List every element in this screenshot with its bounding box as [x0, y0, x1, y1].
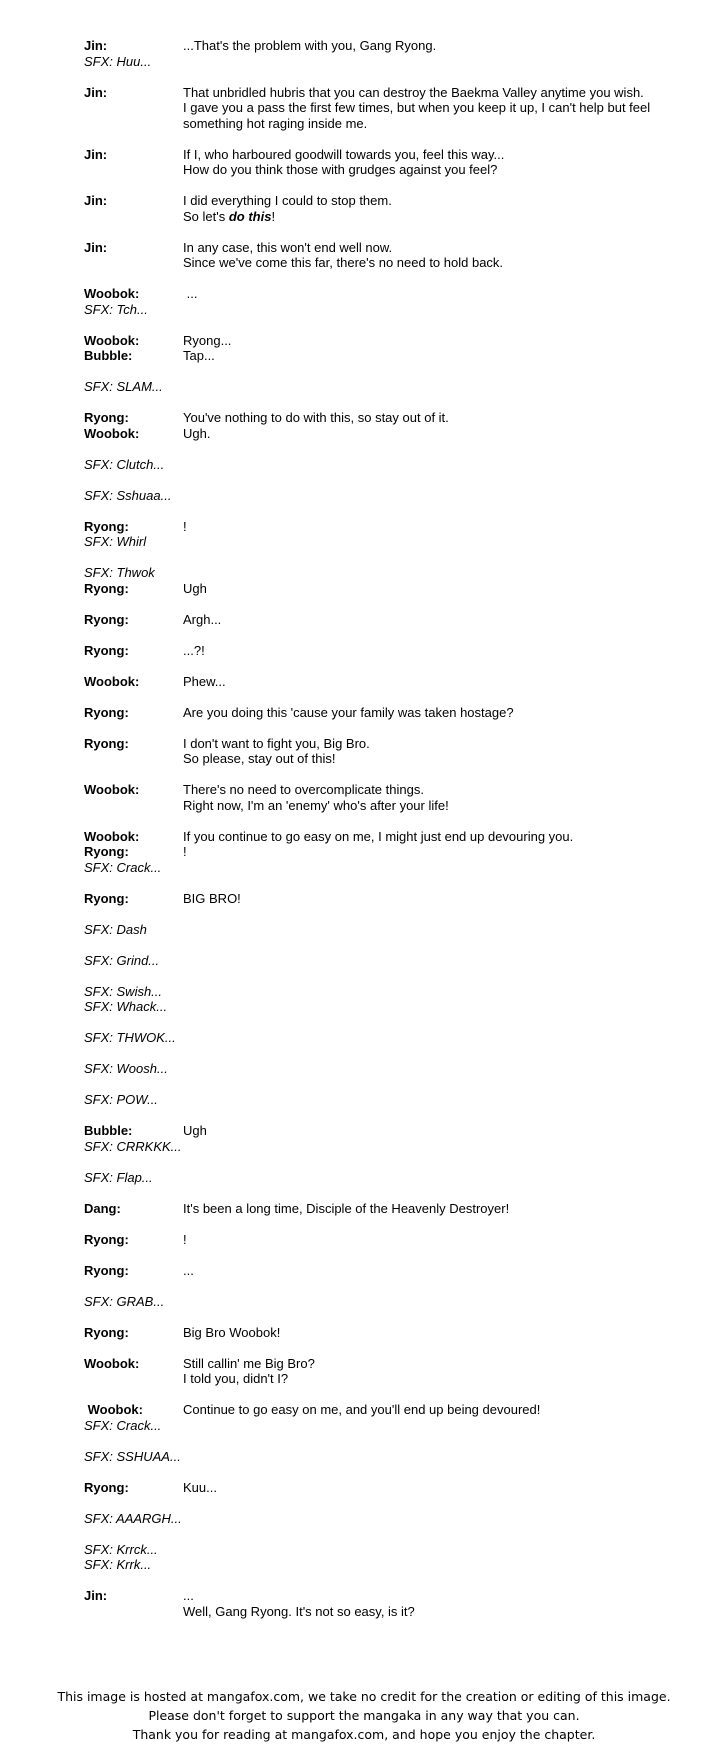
speaker-label — [84, 1604, 183, 1620]
speaker-label: Jin: — [84, 84, 108, 100]
script-block — [84, 519, 674, 550]
speaker-label: Woobok: — [84, 828, 140, 844]
dialogue-text — [183, 286, 674, 302]
block-gap — [84, 1495, 674, 1511]
dialogue-text-main: Ugh. — [183, 425, 211, 441]
block-gap — [84, 627, 674, 643]
dialogue-text-main: So let's — [183, 208, 229, 224]
dialogue-text-main: Continue to go easy on me, and you'll end up being devoured! — [183, 1402, 541, 1417]
script-block — [84, 193, 674, 224]
sfx-line: SFX: AAARGH... — [84, 1510, 182, 1526]
speaker-label: Ryong: — [84, 642, 129, 658]
dialogue-text-main: ... — [183, 1588, 194, 1603]
speaker-label: Ryong: — [84, 890, 129, 906]
sfx-line: SFX: Crack... — [84, 859, 162, 875]
dialogue-line — [84, 100, 674, 131]
dialogue-line — [84, 519, 674, 535]
dialogue-text-main: Argh... — [183, 611, 222, 627]
block-gap — [84, 178, 674, 194]
block-gap — [84, 767, 674, 783]
dialogue-text-main: ! — [183, 518, 187, 534]
speaker-label: Woobok: — [84, 425, 140, 441]
dialogue-line — [84, 1604, 674, 1620]
speaker-label: Woobok: — [84, 782, 140, 797]
block-gap — [84, 1309, 674, 1325]
dialogue-text — [183, 1371, 674, 1387]
speaker-label: Jin: — [84, 193, 108, 208]
sfx-line: SFX: POW... — [84, 1092, 158, 1107]
sfx-line: SFX: Huu... — [84, 53, 152, 69]
dialogue-text-main: Ryong... — [183, 332, 232, 348]
dialogue-line — [84, 255, 674, 271]
dialogue-text-main: Tap... — [183, 348, 215, 363]
block-gap — [84, 1526, 674, 1542]
script-block — [84, 1092, 674, 1108]
script-block — [84, 1588, 674, 1619]
block-gap — [84, 364, 674, 380]
sfx-line: SFX: Dash — [84, 921, 147, 937]
script-block — [84, 457, 674, 473]
speaker-label — [84, 209, 183, 225]
dialogue-line — [84, 674, 674, 690]
script-block — [84, 1263, 674, 1279]
sfx-line: SFX: Flap... — [84, 1169, 153, 1185]
sfx-line: SFX: SSHUAA... — [84, 1448, 181, 1464]
footer-line-support: Please don't forget to support the mangaka in any way that you can. — [148, 1708, 580, 1723]
speaker-label — [84, 255, 183, 271]
dialogue-line — [84, 891, 674, 907]
dialogue-text — [183, 612, 674, 628]
script-block — [84, 782, 674, 813]
footer-line-credit: This image is hosted at mangafox.com, we take no credit for the creation or editing of this image. — [57, 1689, 671, 1704]
dialogue-text — [183, 1232, 674, 1248]
dialogue-text-main: Ugh — [183, 1123, 207, 1138]
block-gap — [84, 1340, 674, 1356]
dialogue-text — [183, 38, 674, 54]
speaker-label: Jin: — [84, 1588, 108, 1603]
dialogue-line — [84, 612, 674, 628]
script-block — [84, 1294, 674, 1310]
dialogue-line — [84, 751, 674, 767]
dialogue-text — [183, 1480, 674, 1496]
script-block — [84, 829, 674, 876]
dialogue-line — [84, 1356, 674, 1372]
dialogue-line — [84, 426, 674, 442]
block-gap — [84, 658, 674, 674]
speaker-label: Woobok: — [84, 673, 140, 689]
speaker-label: Ryong: — [84, 844, 129, 859]
block-gap — [84, 875, 674, 891]
dialogue-text-main: If I, who harboured goodwill towards you, feel this way... — [183, 146, 505, 162]
speaker-label: Ryong: — [84, 1262, 129, 1278]
dialogue-text-main: ...That's the problem with you, Gang Ryong. — [183, 38, 437, 53]
script-block — [84, 1201, 674, 1217]
dialogue-text-main: I gave you a pass the first few times, but when you keep it up, I can't help but feel something hot raging inside me. — [183, 100, 654, 131]
sfx-line: SFX: CRRKKK... — [84, 1138, 182, 1154]
speaker-label: Jin: — [84, 239, 108, 255]
dialogue-line — [84, 240, 674, 256]
sfx-line: SFX: Thwok — [84, 565, 155, 580]
dialogue-text — [183, 705, 674, 721]
block-gap — [84, 271, 674, 287]
dialogue-text — [183, 255, 674, 271]
block-gap — [84, 69, 674, 85]
dialogue-line — [84, 844, 674, 860]
speaker-label: Ryong: — [84, 410, 129, 425]
dialogue-text — [183, 240, 674, 256]
script-block — [84, 953, 674, 969]
dialogue-text — [183, 410, 674, 426]
block-gap — [84, 1077, 674, 1093]
dialogue-text-main: ...?! — [183, 642, 205, 658]
sfx-line: SFX: Whack... — [84, 999, 168, 1014]
speaker-label: Woobok: — [84, 1402, 143, 1417]
dialogue-line — [84, 85, 674, 101]
script-block — [84, 1232, 674, 1248]
dialogue-text — [183, 333, 674, 349]
dialogue-text-main: ... — [183, 1262, 194, 1278]
dialogue-text-main: Since we've come this far, there's no need to hold back. — [183, 255, 504, 270]
dialogue-text — [183, 1263, 674, 1279]
dialogue-text — [183, 1325, 674, 1341]
block-gap — [84, 1387, 674, 1403]
speaker-label: Woobok: — [84, 1355, 140, 1371]
dialogue-line — [84, 286, 674, 302]
script-block — [84, 286, 674, 317]
dialogue-text-main: Still callin' me Big Bro? — [183, 1355, 315, 1371]
dialogue-line — [84, 1232, 674, 1248]
dialogue-text-main: That unbridled hubris that you can destroy the Baekma Valley anytime you wish. — [183, 84, 644, 100]
script-block — [84, 488, 674, 504]
dialogue-text — [183, 193, 674, 209]
sfx-line: SFX: GRAB... — [84, 1293, 165, 1309]
script-block — [84, 379, 674, 395]
speaker-label: Woobok: — [84, 286, 140, 301]
block-gap — [84, 968, 674, 984]
dialogue-text-main: BIG BRO! — [183, 890, 241, 906]
dialogue-text — [183, 782, 674, 798]
dialogue-line — [84, 705, 674, 721]
script-block — [84, 736, 674, 767]
dialogue-line — [84, 193, 674, 209]
speaker-label: Jin: — [84, 38, 108, 53]
dialogue-line — [84, 1263, 674, 1279]
speaker-label — [84, 1371, 183, 1387]
dialogue-line — [84, 1201, 674, 1217]
speaker-label: Ryong: — [84, 518, 129, 534]
dialogue-line — [84, 147, 674, 163]
dialogue-text — [183, 674, 674, 690]
speaker-label: Ryong: — [84, 735, 129, 751]
script-block — [84, 1511, 674, 1527]
script-block — [84, 85, 674, 132]
dialogue-text — [183, 891, 674, 907]
dialogue-text — [183, 100, 674, 131]
speaker-label: Dang: — [84, 1200, 121, 1216]
script-block — [84, 1542, 674, 1573]
translation-script — [84, 38, 674, 1619]
dialogue-text-tail: ! — [271, 208, 276, 224]
dialogue-text — [183, 1201, 674, 1217]
dialogue-line — [84, 1371, 674, 1387]
sfx-line: SFX: Woosh... — [84, 1061, 168, 1076]
script-block — [84, 1325, 674, 1341]
dialogue-text — [183, 1402, 674, 1418]
sfx-line: SFX: Krrk... — [84, 1557, 152, 1572]
dialogue-line — [84, 38, 674, 54]
dialogue-line — [84, 829, 674, 845]
script-block — [84, 705, 674, 721]
script-block — [84, 333, 674, 364]
dialogue-line — [84, 1480, 674, 1496]
hosting-footer — [0, 1687, 728, 1744]
script-block — [84, 1480, 674, 1496]
dialogue-line — [84, 348, 674, 364]
script-block — [84, 674, 674, 690]
dialogue-text-main: ! — [183, 844, 187, 859]
script-block — [84, 643, 674, 659]
sfx-line: SFX: Swish... — [84, 983, 163, 999]
dialogue-text-main: In any case, this won't end well now. — [183, 239, 393, 255]
speaker-label: Ryong: — [84, 1479, 129, 1495]
dialogue-text-main: Phew... — [183, 673, 226, 689]
script-block — [84, 1061, 674, 1077]
dialogue-text-main: I did everything I could to stop them. — [183, 193, 392, 208]
block-gap — [84, 1278, 674, 1294]
sfx-line: SFX: SLAM... — [84, 379, 163, 394]
block-gap — [84, 472, 674, 488]
script-block — [84, 1402, 674, 1433]
script-block — [84, 410, 674, 441]
block-gap — [84, 1046, 674, 1062]
block-gap — [84, 1108, 674, 1124]
dialogue-text-main: ! — [183, 1231, 187, 1247]
sfx-line: SFX: Sshuaa... — [84, 487, 172, 503]
dialogue-text-main: ... — [183, 286, 198, 301]
sfx-line: SFX: Krrck... — [84, 1541, 158, 1557]
block-gap — [84, 1185, 674, 1201]
block-gap — [84, 689, 674, 705]
dialogue-text-main: Well, Gang Ryong. It's not so easy, is it? — [183, 1603, 415, 1619]
block-gap — [84, 131, 674, 147]
speaker-label: Bubble: — [84, 1123, 133, 1138]
block-gap — [84, 503, 674, 519]
script-block — [84, 1123, 674, 1154]
dialogue-text-main: Kuu... — [183, 1479, 217, 1495]
dialogue-text-main: How do you think those with grudges against you feel? — [183, 162, 498, 177]
sfx-line: SFX: THWOK... — [84, 1030, 176, 1045]
block-gap — [84, 224, 674, 240]
dialogue-text — [183, 829, 674, 845]
block-gap — [84, 1015, 674, 1031]
script-block — [84, 922, 674, 938]
dialogue-text-main: Big Bro Woobok! — [183, 1324, 281, 1340]
dialogue-line — [84, 1588, 674, 1604]
dialogue-text-main: It's been a long time, Disciple of the Heavenly Destroyer! — [183, 1200, 510, 1216]
sfx-line: SFX: Whirl — [84, 534, 147, 549]
dialogue-text — [183, 209, 674, 225]
dialogue-line — [84, 209, 674, 225]
dialogue-text — [183, 798, 674, 814]
sfx-line: SFX: Grind... — [84, 952, 160, 968]
block-gap — [84, 596, 674, 612]
script-block — [84, 147, 674, 178]
dialogue-text-main: Are you doing this 'cause your family was taken hostage? — [183, 704, 514, 720]
block-gap — [84, 906, 674, 922]
sfx-line: SFX: Crack... — [84, 1417, 162, 1433]
speaker-label: Jin: — [84, 146, 108, 162]
script-block — [84, 240, 674, 271]
dialogue-emphasis: do this — [228, 208, 272, 224]
script-block — [84, 1030, 674, 1046]
dialogue-text — [183, 1604, 674, 1620]
block-gap — [84, 720, 674, 736]
block-gap — [84, 550, 674, 566]
dialogue-text — [183, 1123, 674, 1139]
speaker-label: Ryong: — [84, 1231, 129, 1247]
dialogue-text — [183, 581, 674, 597]
dialogue-text-main: If you continue to go easy on me, I might just end up devouring you. — [183, 828, 574, 844]
dialogue-line — [84, 1402, 674, 1418]
dialogue-line — [84, 1325, 674, 1341]
dialogue-text — [183, 751, 674, 767]
block-gap — [84, 813, 674, 829]
dialogue-text — [183, 426, 674, 442]
dialogue-text — [183, 1356, 674, 1372]
speaker-label: Woobok: — [84, 332, 140, 348]
dialogue-text — [183, 85, 674, 101]
block-gap — [84, 441, 674, 457]
dialogue-line — [84, 736, 674, 752]
script-block — [84, 1449, 674, 1465]
dialogue-text-main: Ugh — [183, 580, 207, 596]
speaker-label — [84, 100, 183, 131]
sfx-line: SFX: Clutch... — [84, 456, 165, 472]
block-gap — [84, 1216, 674, 1232]
dialogue-text — [183, 844, 674, 860]
speaker-label: Ryong: — [84, 580, 129, 596]
footer-line-thanks: Thank you for reading at mangafox.com, and hope you enjoy the chapter. — [132, 1727, 596, 1742]
script-block — [84, 612, 674, 628]
dialogue-text-main: You've nothing to do with this, so stay out of it. — [183, 410, 449, 425]
dialogue-text — [183, 162, 674, 178]
dialogue-text-main: Right now, I'm an 'enemy' who's after your life! — [183, 797, 449, 813]
dialogue-text — [183, 147, 674, 163]
dialogue-text — [183, 736, 674, 752]
dialogue-line — [84, 1123, 674, 1139]
speaker-label: Ryong: — [84, 704, 129, 720]
dialogue-line — [84, 410, 674, 426]
speaker-label: Bubble: — [84, 348, 133, 363]
dialogue-line — [84, 782, 674, 798]
speaker-label — [84, 162, 183, 178]
script-block — [84, 984, 674, 1015]
dialogue-text-main: So please, stay out of this! — [183, 751, 336, 766]
dialogue-text — [183, 643, 674, 659]
dialogue-text-main: I don't want to fight you, Big Bro. — [183, 735, 370, 751]
dialogue-line — [84, 333, 674, 349]
block-gap — [84, 1247, 674, 1263]
block-gap — [84, 1154, 674, 1170]
speaker-label — [84, 798, 183, 814]
script-block — [84, 1170, 674, 1186]
script-block — [84, 891, 674, 907]
dialogue-text — [183, 519, 674, 535]
dialogue-line — [84, 162, 674, 178]
block-gap — [84, 395, 674, 411]
dialogue-text — [183, 1588, 674, 1604]
block-gap — [84, 317, 674, 333]
dialogue-text-main: I told you, didn't I? — [183, 1371, 289, 1386]
dialogue-line — [84, 581, 674, 597]
block-gap — [84, 1433, 674, 1449]
script-block — [84, 38, 674, 69]
script-block — [84, 565, 674, 596]
dialogue-text-main: There's no need to overcomplicate things. — [183, 782, 424, 797]
speaker-label: Ryong: — [84, 611, 129, 627]
block-gap — [84, 1573, 674, 1589]
dialogue-text — [183, 348, 674, 364]
dialogue-line — [84, 798, 674, 814]
script-block — [84, 1356, 674, 1387]
block-gap — [84, 1464, 674, 1480]
speaker-label: Ryong: — [84, 1324, 129, 1340]
speaker-label — [84, 751, 183, 767]
block-gap — [84, 937, 674, 953]
dialogue-line — [84, 643, 674, 659]
sfx-line: SFX: Tch... — [84, 301, 148, 317]
